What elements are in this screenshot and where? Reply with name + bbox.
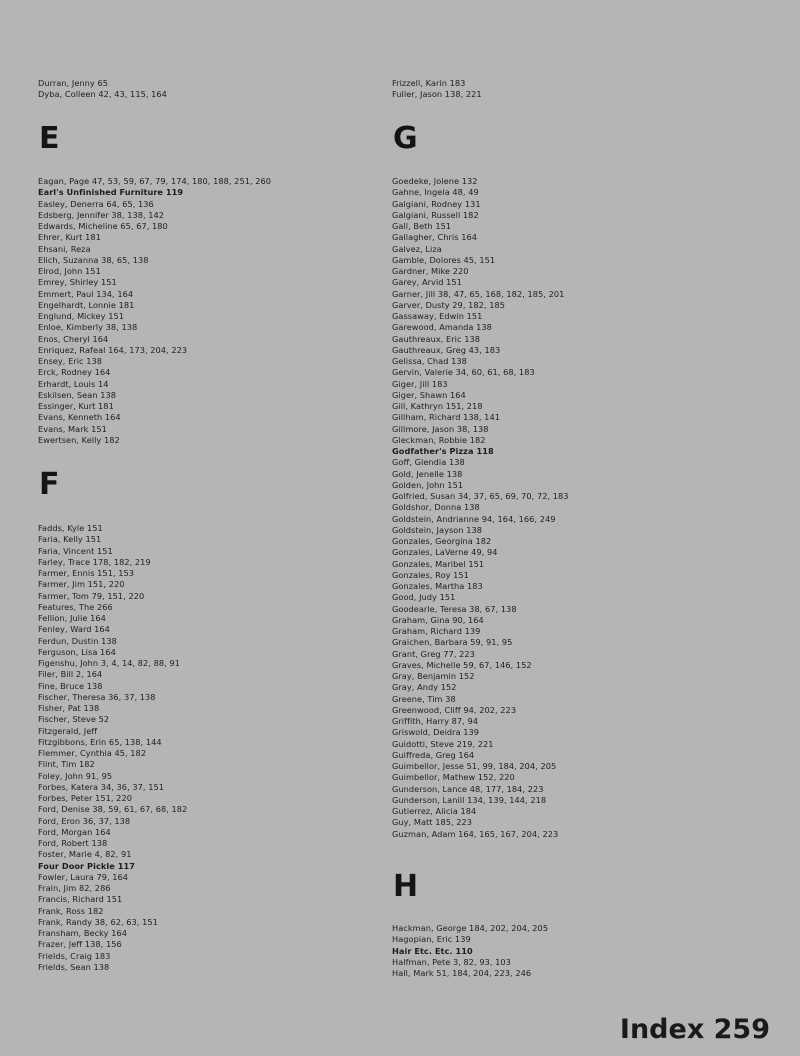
index-entry: Engelhardt, Lonnie 181	[38, 299, 135, 310]
section-letter-e: E	[39, 121, 60, 156]
index-entry: Garewood, Amanda 138	[392, 322, 492, 333]
index-entry: Fine, Bruce 138	[38, 680, 103, 691]
index-entry: Goldstein, Jayson 138	[392, 524, 483, 535]
index-entry: Gonzales, Roy 151	[392, 569, 469, 580]
index-entry: Essinger, Kurt 181	[38, 401, 114, 411]
index-entry: Gonzales, Martha 183	[392, 581, 483, 591]
index-entry: Evans, Kenneth 164	[38, 412, 121, 423]
index-entry: Giger, Shawn 164	[392, 389, 466, 400]
index-entry: Faria, Kelly 151	[38, 534, 102, 545]
index-entry: Hagopian, Eric 139	[392, 934, 471, 945]
index-entry: Gamble, Dolores 45, 151	[392, 254, 496, 265]
index-entry: Gauthreaux, Eric 138	[392, 333, 480, 344]
index-entry: Enriquez, Rafeal 164, 173, 204, 223	[38, 344, 188, 355]
index-entry: Greene, Tim 38	[392, 693, 456, 704]
index-entry: Enloe, Kimberly 38, 138	[38, 322, 138, 333]
index-entry: Frank, Randy 38, 62, 63, 151	[38, 916, 158, 927]
index-entry: Elich, Suzanna 38, 65, 138	[38, 254, 149, 265]
index-entry: Farmer, Ennis 151, 153	[38, 568, 135, 578]
index-entry: Guimbellor, Jesse 51, 99, 184, 204, 205	[392, 761, 557, 771]
index-entry: Fowler, Laura 79, 164	[38, 871, 129, 882]
index-entry: Ensey, Eric 138	[38, 356, 103, 366]
index-entry: Fischer, Theresa 36, 37, 138	[38, 691, 156, 702]
index-entry: Eskilsen, Sean 138	[38, 389, 116, 400]
index-entry: Gillham, Richard 138, 141	[392, 412, 500, 423]
index-entry: Ford, Eron 36, 37, 138	[38, 815, 131, 826]
index-entry: Golden, John 151	[392, 479, 464, 490]
index-entry: Frank, Ross 182	[38, 905, 104, 916]
index-entry: Enos, Cheryl 164	[38, 333, 109, 344]
index-entry: Ferdun, Dustin 138	[38, 635, 117, 646]
index-entry: Fisher, Pat 138	[38, 703, 100, 713]
index-entry: Englund, Mickey 151	[38, 311, 124, 321]
index-entry: Griswold, Deidra 139	[392, 727, 480, 738]
index-entry: Garey, Arvid 151	[392, 277, 462, 288]
index-entry-advertiser: Four Door Pickle 117	[38, 860, 135, 871]
index-entry: Halfman, Pete 3, 82, 93, 103	[392, 956, 511, 967]
index-entry: Gunderson, Lance 48, 177, 184, 223	[392, 783, 544, 794]
index-entry: Galgiani, Russell 182	[392, 209, 479, 220]
index-entry: Farmer, Jim 151, 220	[38, 579, 125, 590]
index-entry: Gonzales, Maribel 151	[392, 558, 485, 569]
index-entry: Guimbellor, Mathew 152, 220	[392, 772, 515, 783]
index-entry: Gleckman, Robbie 182	[392, 434, 486, 445]
index-entry: Flemmer, Cynthia 45, 182	[38, 748, 147, 758]
index-entry: Forbes, Katera 34, 36, 37, 151	[38, 781, 164, 792]
index-entry-advertiser: Hair Etc. Etc. 110	[392, 945, 473, 956]
index-entry: Guzman, Adam 164, 165, 167, 204, 223	[392, 828, 559, 839]
index-entry-advertiser: Earl's Unfinished Furniture 119	[38, 187, 184, 198]
index-entry: Faria, Vincent 151	[38, 545, 113, 556]
index-entry: Ford, Robert 138	[38, 838, 108, 848]
index-entry: Gillmore, Jason 38, 138	[392, 423, 489, 434]
index-entry: Elrod, John 151	[38, 266, 101, 276]
index-entry: Gutierrez, Alicia 184	[392, 806, 477, 816]
index-entry: Gervin, Valerie 34, 60, 61, 68, 183	[392, 367, 535, 378]
index-entry: Fitzgerald, Jeff	[38, 725, 98, 736]
index-entry: Goedeke, Jolene 132	[392, 176, 478, 186]
index-entry: Guidotti, Steve 219, 221	[392, 738, 494, 749]
index-entry: Guy, Matt 185, 223	[392, 817, 473, 828]
index-entry: Hackman, George 184, 202, 204, 205	[392, 923, 549, 933]
index-entry: Emrey, Shirley 151	[38, 277, 117, 288]
index-entry: Ford, Morgan 164	[38, 826, 111, 837]
index-entry: Edwards, Micheline 65, 67, 180	[38, 221, 168, 231]
index-entry: Erck, Rodney 164	[38, 367, 111, 378]
section-letter-h: H	[393, 869, 419, 904]
index-entry: Gahne, Ingela 48, 49	[392, 187, 479, 198]
index-entry: Goodearle, Teresa 38, 67, 138	[392, 603, 517, 614]
index-entry: Graichen, Barbara 59, 91, 95	[392, 637, 513, 648]
index-entry: Graham, Richard 139	[392, 626, 481, 636]
section-f-entries	[38, 523, 187, 973]
index-entry: Grant, Greg 77, 223	[392, 648, 475, 659]
index-entry: Frazer, Jeff 138, 156	[38, 939, 122, 950]
page-footer-index-label: Index 259	[619, 1014, 770, 1045]
index-entry: Gunderson, Lanill 134, 139, 144, 218	[392, 794, 547, 805]
section-e-entries	[38, 176, 271, 446]
section-h-entries	[392, 923, 548, 979]
index-entry: Foster, Marie 4, 82, 91	[38, 849, 132, 860]
index-entry: Guiffreda, Greg 164	[392, 749, 475, 760]
index-entry: Giger, Jill 183	[392, 378, 448, 389]
index-entry: Gardner, Mike 220	[392, 266, 469, 276]
index-entry: Gray, Benjamin 152	[392, 671, 475, 681]
index-entry: Ehrer, Kurt 181	[38, 232, 101, 243]
index-entry: Fellion, Julie 164	[38, 613, 106, 623]
index-entry: Forbes, Peter 151, 220	[38, 793, 132, 803]
index-entry: Easley, Denerra 64, 65, 136	[38, 198, 154, 209]
index-entry: Fuller, Jason 138, 221	[392, 89, 482, 100]
index-entry: Garner, Jill 38, 47, 65, 168, 182, 185, 201	[392, 288, 565, 299]
index-entry: Ferguson, Lisa 164	[38, 646, 116, 657]
index-entry: Figenshu, John 3, 4, 14, 82, 88, 91	[38, 658, 180, 668]
index-entry: Durran, Jenny 65	[38, 78, 108, 88]
index-entry: Eagan, Page 47, 53, 59, 67, 79, 174, 180, 188, 251, 260	[38, 176, 272, 186]
index-entry: Francis, Richard 151	[38, 894, 123, 905]
index-entry: Ford, Denise 38, 59, 61, 67, 68, 182	[38, 804, 188, 815]
index-entry: Galvez, Liza	[392, 243, 442, 254]
index-entry: Gelissa, Chad 138	[392, 356, 467, 366]
index-entry: Frain, Jim 82, 286	[38, 883, 111, 893]
index-entry: Frizzell, Karin 183	[392, 78, 466, 88]
index-entry: Greenwood, Cliff 94, 202, 223	[392, 704, 517, 715]
index-entry: Fitzgibbons, Erin 65, 138, 144	[38, 736, 162, 747]
index-entry: Fadds, Kyle 151	[38, 523, 103, 533]
index-entry: Gassaway, Edwin 151	[392, 311, 483, 321]
index-entry: Graves, Michelle 59, 67, 146, 152	[392, 659, 532, 670]
index-entry: Galgiani, Rodney 131	[392, 198, 481, 209]
index-entry: Gauthreaux, Greg 43, 183	[392, 344, 501, 355]
index-entry: Gill, Kathryn 151, 218	[392, 401, 483, 411]
index-entry: Gonzales, LaVerne 49, 94	[392, 547, 498, 558]
index-entry: Griffith, Harry 87, 94	[392, 716, 478, 726]
right-top-entries	[392, 78, 482, 101]
index-entry: Erhardt, Louis 14	[38, 378, 109, 389]
index-entry: Farley, Trace 178, 182, 219	[38, 556, 151, 567]
section-letter-f: F	[39, 467, 60, 502]
index-entry: Emmert, Paul 134, 164	[38, 288, 134, 299]
index-entry: Graham, Gina 90, 164	[392, 614, 484, 625]
index-entry: Gall, Beth 151	[392, 221, 452, 231]
index-entry: Gonzales, Georgina 182	[392, 536, 492, 546]
index-entry: Hall, Mark 51, 184, 204, 223, 246	[392, 968, 532, 978]
index-entry: Flint, Tim 182	[38, 759, 95, 770]
index-entry: Farmer, Tom 79, 151, 220	[38, 590, 145, 601]
index-entry: Gallagher, Chris 164	[392, 232, 477, 243]
index-entry: Golfried, Susan 34, 37, 65, 69, 70, 72, 183	[392, 491, 569, 501]
index-entry: Fenley, Ward 164	[38, 624, 110, 635]
index-entry: Gold, Jenelle 138	[392, 468, 463, 479]
index-entry: Good, Judy 151	[392, 592, 456, 603]
index-entry-advertiser: Godfather's Pizza 118	[392, 446, 494, 456]
index-entry: Evans, Mark 151	[38, 423, 107, 434]
index-entry: Goff, Glendia 138	[392, 457, 465, 468]
section-g-entries	[392, 176, 569, 840]
index-entry: Fischer, Steve 52	[38, 714, 110, 725]
index-entry: Dyba, Colleen 42, 43, 115, 164	[38, 89, 167, 100]
index-entry: Filer, Bill 2, 164	[38, 669, 103, 680]
index-entry: Goldstein, Andrianne 94, 164, 166, 249	[392, 513, 556, 524]
left-top-entries	[38, 78, 167, 101]
index-entry: Ehsani, Reza	[38, 243, 91, 254]
index-entry: Fransham, Becky 164	[38, 928, 127, 938]
index-entry: Foley, John 91, 95	[38, 770, 113, 781]
index-entry: Ewertsen, Kelly 182	[38, 434, 120, 445]
index-entry: Features, The 266	[38, 601, 113, 612]
index-entry: Frields, Sean 138	[38, 961, 110, 972]
index-entry: Gray, Andy 152	[392, 682, 457, 693]
index-entry: Frields, Craig 183	[38, 950, 111, 961]
index-entry: Edsberg, Jennifer 38, 138, 142	[38, 209, 165, 220]
index-entry: Garver, Dusty 29, 182, 185	[392, 299, 505, 310]
index-entry: Goldshor, Donna 138	[392, 502, 480, 513]
section-letter-g: G	[393, 121, 418, 156]
